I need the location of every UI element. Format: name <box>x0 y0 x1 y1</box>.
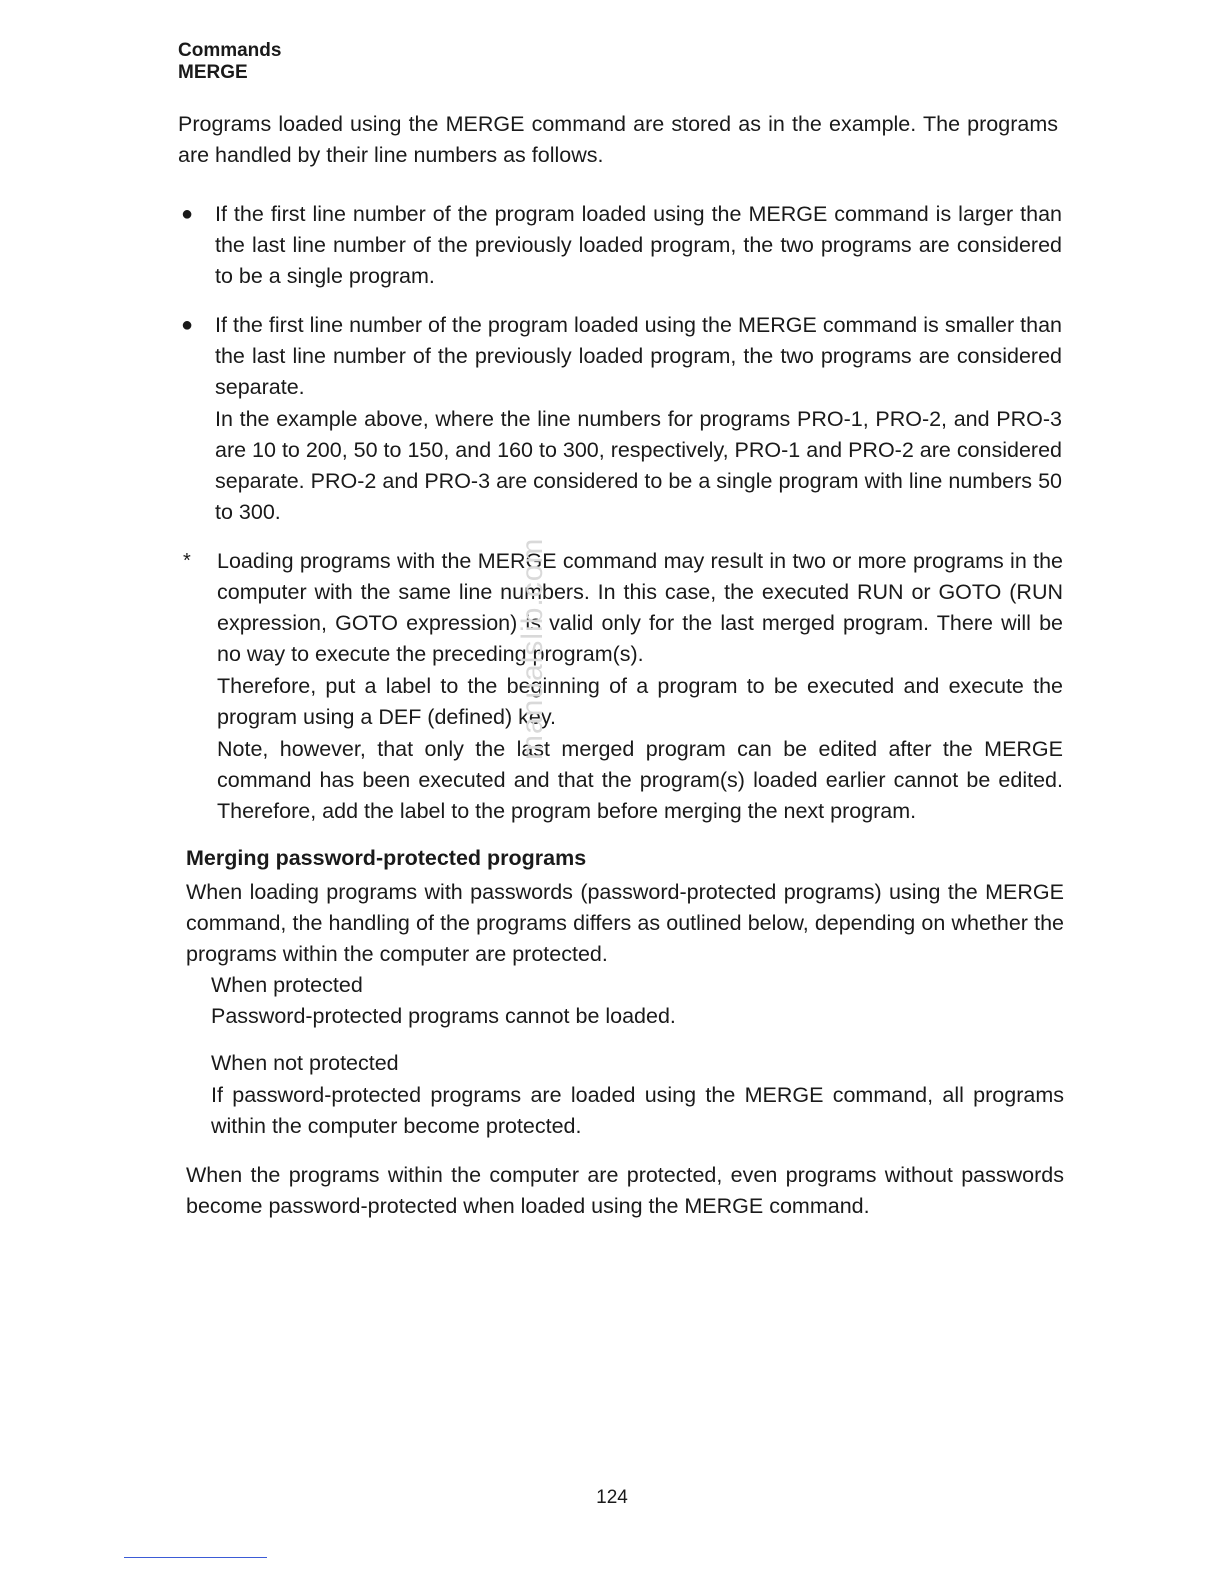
password-intro: When loading programs with passwords (password-protected programs) using the MERGE command, the handling of the programs differs as outlined below, depending on whether the programs within the computer are protected. <box>186 880 1064 966</box>
page-number: 124 <box>596 1487 628 1508</box>
note-marker: * <box>183 550 191 572</box>
footer-rule <box>124 1557 267 1558</box>
case-1-text: Password-protected programs cannot be loaded. <box>211 1004 676 1028</box>
note-text-3: Note, however, that only the last merged program can be edited after the MERGE command has been executed and that the program(s) loaded earlier cannot be edited. Therefore, add the label to the program before merging the next program. <box>217 737 1063 823</box>
case-1-label: When protected <box>211 973 363 997</box>
bullet-2-example: In the example above, where the line numbers for programs PRO-1, PRO-2, and PRO-3 are 10 to 200, 50 to 150, and 160 to 300, respectively, PRO-1 and PRO-2 are considered separate. PRO-2 and PRO-3 are considered to be a single program with line numbers 50 to 300. <box>215 407 1062 524</box>
bullet-marker: ● <box>181 314 194 336</box>
case-2-label: When not protected <box>211 1051 399 1075</box>
page-header <box>178 40 281 84</box>
section-heading: Merging password-protected programs <box>186 846 587 870</box>
bullet-1-text: If the first line number of the program loaded using the MERGE command is larger than the last line number of the previously loaded program, the two programs are considered to be a single program. <box>215 202 1062 288</box>
section-title: Commands <box>178 40 282 61</box>
closing-paragraph: When the programs within the computer are protected, even programs without passwords become password-protected when loaded using the MERGE command. <box>186 1163 1064 1218</box>
note-text-1: Loading programs with the MERGE command may result in two or more programs in the computer with the same line numbers. In this case, the executed RUN or GOTO (RUN expression, GOTO expression) is valid only for the last merged program. There will be no way to execute the preceding program(s). <box>217 549 1063 666</box>
watermark: manualslib.com <box>516 537 549 760</box>
command-title: MERGE <box>178 62 248 83</box>
case-2-text: If password-protected programs are loaded using the MERGE command, all programs within the computer become protected. <box>211 1083 1064 1138</box>
bullet-marker: ● <box>181 203 194 225</box>
note-text-2: Therefore, put a label to the beginning of a program to be executed and execute the program using a DEF (defined) key. <box>217 674 1063 729</box>
intro-paragraph: Programs loaded using the MERGE command are stored as in the example. The programs are handled by their line numbers as follows. <box>178 112 1058 167</box>
bullet-2-text: If the first line number of the program loaded using the MERGE command is smaller than the last line number of the previously loaded program, the two programs are considered separate. <box>215 313 1062 399</box>
